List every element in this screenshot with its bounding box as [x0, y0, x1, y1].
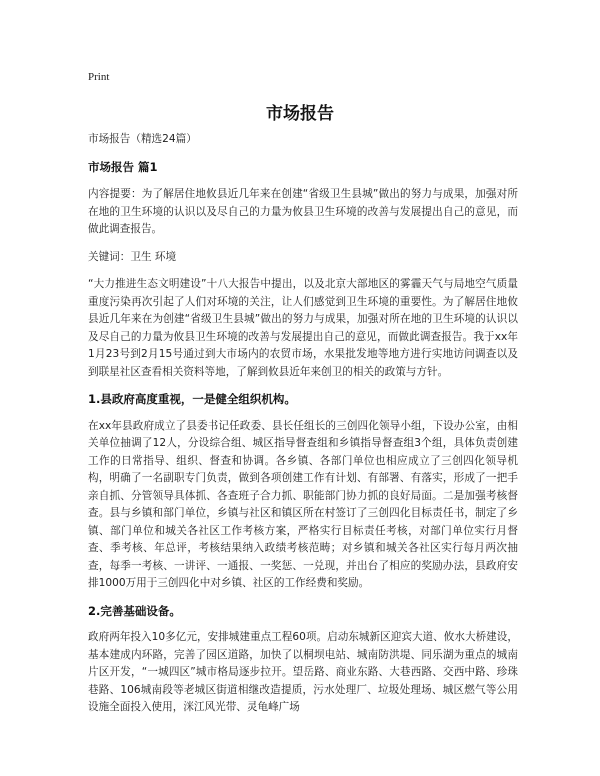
heading-1: 1.县政府高度重视，一是健全组织机构。 [88, 392, 296, 406]
document-body [88, 131, 518, 727]
print-link[interactable]: Print [88, 71, 110, 83]
intro-paragraph: “大力推进生态文明建设”十八大报告中提出，以及北京大部地区的雾霾天气与局地空气质量重度污染再次引起了人们对环境的关注，让人们感觉到卫生环境的重要性。为了解居住地攸县近几年来在为创建“省级卫生县城”做出的努力与成果，加强对所在地的卫生环境的认识以及尽自己的力量为攸县卫生环境的改善与发展提出自己的意见，而做此调查报告。我于xx年1月23号到2月15号通过到大市场内的农贸市场，水果批发地等地方进行实地访问调查以及到联星社区查看相关资料等地，了解到攸县近年来创卫的相关的政策与方针。 [88, 278, 518, 378]
section-heading: 市场报告 篇1 [88, 159, 158, 174]
page-title: 市场报告 [266, 104, 334, 124]
paragraph-2: 政府两年投入10多亿元，安排城建重点工程60项。启动东城新区迎宾大道、攸水大桥建设，基本建成内环路，完善了园区道路，加快了以桐坝电站、城南防洪堤、同乐湖为重点的城南片区开发，“一城四区”城市格局逐步拉开。望岳路、商业东路、大巷西路、交西中路、珍珠巷路、106城南段等老城区街道相继改造提质，污水处理厂、垃圾处理场、城区燃气等公用设施全面投入使用，洣江风光带、灵龟峰广场 [88, 631, 518, 713]
paragraph-1: 在xx年县政府成立了县委书记任政委、县长任组长的三创四化领导小组，下设办公室，由相关单位抽调了12人，分设综合组、城区指导督查组和乡镇指导督查组3个组，具体负责创建工作的日常指导、组织、督查和协调。各乡镇、各部门单位也相应成立了三创四化领导机构，明确了一名副职专门负责，做到各项创建工作有计划、有部署、有落实，形成了一把手亲自抓、分管领导具体抓、各查班子合力抓、职能部门协力抓的良好局面。二是加强考核督查。县与乡镇和部门单位，乡镇与社区和镇区所在村签订了三创四化目标责任书，制定了乡镇、部门单位和城关各社区工作考核方案，严格实行目标责任考核，对部门单位实行月督查、季考核、年总评，考核结果纳入政绩考核范畴；对乡镇和城关各社区实行每月两次抽查，每季一考核、一讲评、一通报、一奖惩、一兑现，并出台了相应的奖励办法，县政府安排1000万用于三创四化中对乡镇、社区的工作经费和奖励。 [88, 419, 518, 589]
heading-2: 2.完善基础设备。 [88, 603, 181, 618]
keywords-paragraph: 关键词：卫生 环境 [88, 250, 177, 263]
document-subtitle: 市场报告（精选24篇） [88, 133, 197, 145]
summary-paragraph: 内容提要：为了解居住地攸县近几年来在创建“省级卫生县城”做出的努力与成果，加强对所在地的卫生环境的认识以及尽自己的力量为攸县卫生环境的改善与发展提出自己的意见，而做此调查报告。 [88, 188, 518, 235]
